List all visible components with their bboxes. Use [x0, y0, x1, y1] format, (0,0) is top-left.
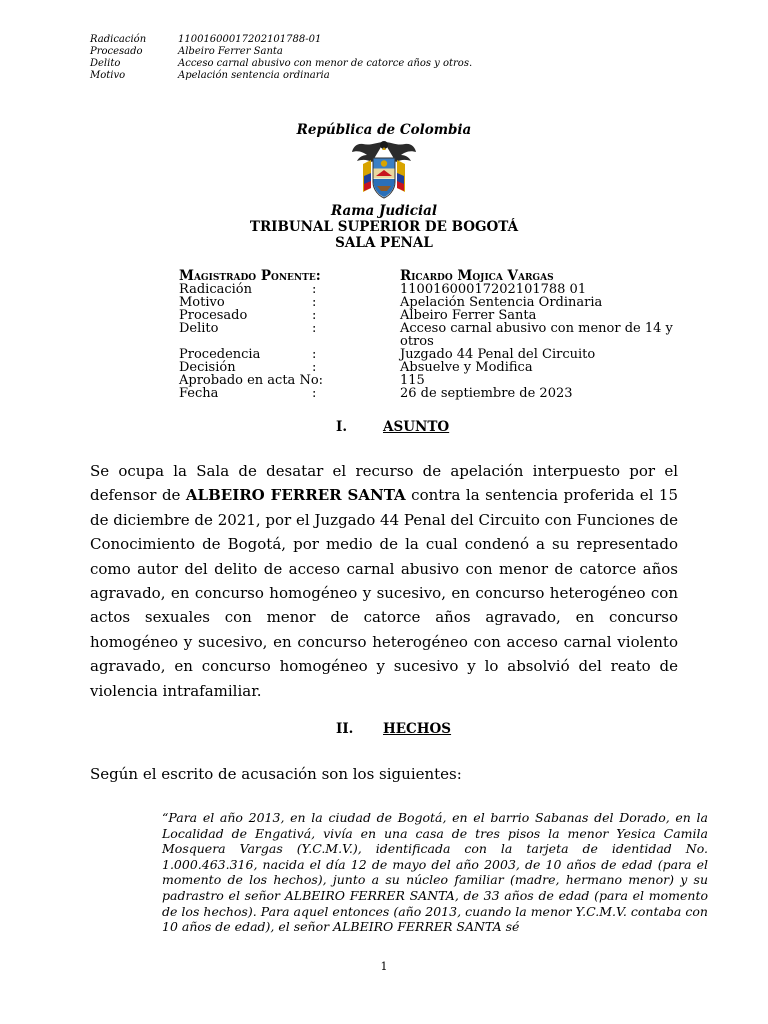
magistrado-label: Magistrado Ponente:	[179, 268, 321, 284]
meta-value: 26 de septiembre de 2023	[400, 386, 573, 401]
running-header-value: Apelación sentencia ordinaria	[178, 70, 330, 81]
running-header-key: Motivo	[90, 70, 126, 81]
running-header-value: 11001600017202101788-01	[178, 34, 322, 45]
running-header-key: Radicación	[90, 34, 147, 45]
section-title: HECHOS	[383, 721, 452, 737]
meta-value: 115	[400, 373, 425, 388]
section-number: I.	[336, 419, 348, 435]
running-header-key: Delito	[90, 58, 121, 69]
meta-value: Acceso carnal abusivo con menor de 14 y otros	[400, 321, 673, 349]
meta-separator: :	[312, 321, 317, 336]
meta-separator: :	[312, 308, 317, 323]
meta-label: Motivo	[179, 295, 225, 310]
meta-value: 11001600017202101788 01	[400, 282, 587, 297]
meta-label: Delito	[179, 321, 219, 336]
meta-separator: :	[312, 360, 317, 375]
running-header-key: Procesado	[90, 46, 143, 57]
meta-label: Fecha	[179, 386, 219, 401]
meta-label: Procesado	[179, 308, 248, 323]
meta-label: Procedencia	[179, 347, 261, 362]
tribunal-title: TRIBUNAL SUPERIOR DE BOGOTÁ	[249, 219, 519, 235]
meta-label: Aprobado en acta No:	[179, 373, 324, 388]
asunto-text-end: contra la sentencia proferida el 15 de diciembre de 2021, por el Juzgado 44 Penal del Circuito con Funciones de Conocimiento de Bogotá, por medio de la cual condenó a su representado como autor del delito de acceso carnal abusivo con menor de catorce años agravado, en concurso homogéneo y sucesivo, en concurso heterogéneo con actos sexuales con menor de catorce años agravado, en concurso homogéneo y sucesivo, en concurso heterogéneo con acceso carnal violento agravado, en concurso homogéneo y sucesivo y lo absolvió del reato de violencia intrafamiliar.	[90, 486, 678, 700]
coat-of-arms-icon	[349, 138, 419, 204]
meta-separator: :	[312, 295, 317, 310]
meta-label: Decisión	[179, 360, 236, 375]
hechos-intro: Según el escrito de acusación son los siguientes:	[90, 765, 462, 783]
meta-separator: :	[312, 282, 317, 297]
section-title: ASUNTO	[383, 419, 450, 435]
meta-label: Radicación	[179, 282, 252, 297]
running-header	[90, 34, 472, 82]
meta-value: Absuelve y Modifica	[400, 360, 533, 375]
case-metadata	[179, 270, 685, 400]
meta-value: Albeiro Ferrer Santa	[400, 308, 537, 323]
republic-title: República de Colombia	[296, 122, 472, 138]
running-header-row	[90, 70, 472, 82]
meta-value: Apelación Sentencia Ordinaria	[400, 295, 603, 310]
meta-row	[179, 387, 685, 400]
running-header-value: Acceso carnal abusivo con menor de catorce años y otros.	[178, 58, 473, 69]
acusacion-quote: “Para el año 2013, en la ciudad de Bogotá, en el barrio Sabanas del Dorado, en la Localidad de Engativá, vivía en una casa de tres pisos la menor Yesica Camila Mosquera Vargas (Y.C.M.V.), identificada con la tarjeta de identidad No. 1.000.463.316, nacida el día 12 de mayo del año 2003, de 10 años de edad (para el momento de los hechos), junto a su núcleo familiar (madre, hermano menor) y su padrastro el señor ALBEIRO FERRER SANTA, de 33 años de edad (para el momento de los hechos). Para aquel entonces (año 2013, cuando la menor Y.C.M.V. contaba con 10 años de edad), el señor ALBEIRO FERRER SANTA sé	[162, 810, 708, 935]
running-header-value: Albeiro Ferrer Santa	[178, 46, 283, 57]
running-header-row	[90, 58, 472, 70]
asunto-text-start: Se ocupa la Sala de desatar el recurso de apelación interpuesto por el defensor de	[90, 462, 678, 505]
defendant-name: ALBEIRO FERRER SANTA	[185, 486, 406, 505]
page-number: 1	[380, 960, 388, 973]
asunto-paragraph	[90, 459, 678, 703]
running-header-row	[90, 46, 472, 58]
section-number: II.	[336, 721, 354, 737]
sala-title: SALA PENAL	[335, 235, 433, 251]
meta-separator: :	[312, 347, 317, 362]
magistrado-value: Ricardo Mojica Vargas	[400, 268, 554, 284]
meta-separator: :	[312, 386, 317, 401]
running-header-row	[90, 34, 472, 46]
rama-judicial-title: Rama Judicial	[330, 203, 437, 219]
meta-value: Juzgado 44 Penal del Circuito	[400, 347, 596, 362]
meta-row	[179, 322, 685, 348]
